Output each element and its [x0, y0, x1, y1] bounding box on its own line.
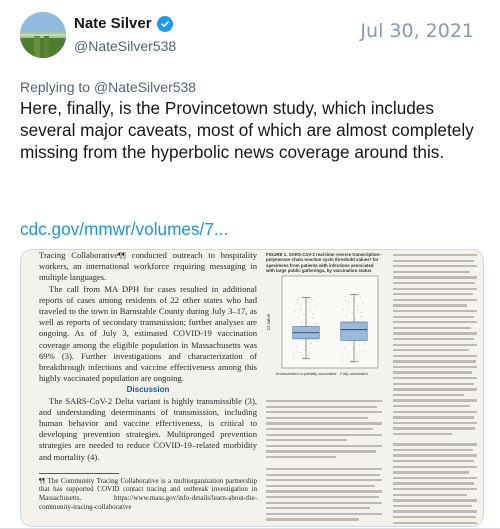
- data-point: [362, 351, 363, 352]
- avatar[interactable]: [20, 12, 66, 58]
- data-point: [312, 313, 313, 314]
- data-point: [308, 355, 309, 356]
- data-point: [351, 361, 352, 362]
- data-point: [299, 352, 300, 353]
- data-point: [360, 316, 361, 317]
- document-page: [21, 250, 483, 526]
- data-point: [342, 357, 343, 358]
- data-point: [294, 358, 295, 359]
- user-name[interactable]: Nate Silver: [74, 15, 152, 32]
- data-point: [296, 346, 297, 347]
- tweet-date: Jul 30, 2021: [360, 20, 474, 42]
- data-point: [344, 348, 345, 349]
- data-point: [312, 299, 313, 300]
- doc-heading-discussion: Discussion: [126, 385, 170, 395]
- figure-body-text: [266, 468, 382, 524]
- data-point: [294, 311, 295, 312]
- box: [341, 322, 367, 340]
- data-point: [351, 313, 352, 314]
- data-point: [294, 354, 295, 355]
- document-column-left: [39, 250, 257, 511]
- data-point: [311, 343, 312, 344]
- right-column-text-bottom: [393, 443, 477, 527]
- data-point: [300, 308, 301, 309]
- data-point: [308, 351, 309, 352]
- right-column-text-top: [393, 250, 477, 435]
- replying-to: [20, 79, 196, 95]
- data-point: [298, 316, 299, 317]
- doc-footnote: ¶¶ The Community Tracing Collaborative is a multiorganization partnership that has supported COVID contact tracing and outbreak investigation in Massachusetts. https://www.mass.gov/info-details/learn-about-the-community-tracing-collaborative: [39, 476, 257, 511]
- user-handle[interactable]: @NateSilver538: [74, 38, 177, 54]
- data-point: [316, 323, 317, 324]
- box-plot-chart: [266, 272, 382, 396]
- y-axis-label: Ct value: [266, 313, 271, 331]
- data-point: [363, 303, 364, 304]
- data-point: [297, 299, 298, 300]
- data-point: [342, 361, 343, 362]
- data-point: [307, 320, 308, 321]
- data-point: [342, 309, 343, 310]
- data-point: [364, 342, 365, 343]
- data-point: [357, 310, 358, 311]
- document-column-right: [393, 250, 477, 527]
- data-point: [355, 319, 356, 320]
- data-point: [316, 340, 317, 341]
- data-point: [297, 303, 298, 304]
- tweet-link[interactable]: cdc.gov/mmwr/volumes/7...: [20, 219, 229, 239]
- data-point: [301, 322, 302, 323]
- document-figure-column: [266, 250, 382, 376]
- avatar-image: [20, 12, 66, 58]
- data-point: [345, 300, 346, 301]
- data-point: [309, 311, 310, 312]
- figure-footnotes: [266, 400, 382, 462]
- x-tick-label: Unvaccinated or partially vaccinated: [275, 372, 337, 376]
- data-point: [346, 315, 347, 316]
- data-point: [356, 358, 357, 359]
- doc-paragraph: The SARS-CoV-2 Delta variant is highly transmissible (3), and understanding determinants of transmission, including human behavior and vaccine effectiveness, is critical to developing prevention strategies. Multipronged prevention strategies are needed to reduce COVID-19–related morbidity and mortality (4).: [39, 395, 257, 462]
- data-point: [345, 296, 346, 297]
- data-point: [359, 345, 360, 346]
- verified-badge-icon: [157, 16, 173, 32]
- tweet-media-image[interactable]: [20, 249, 484, 527]
- data-point: [314, 349, 315, 350]
- doc-paragraph: Tracing Collaborative¶¶ conducted outreach to hospitality workers, an international workforce requiring messaging in multiple languages.: [39, 250, 257, 283]
- data-point: [360, 312, 361, 313]
- data-point: [302, 340, 303, 341]
- figure-caption: FIGURE 1. SARS-CoV-2 real-time reverse transcription–polymerase chain reaction cycle threshold values* for specimens from patients with infections associated with large public gatherings, by vaccination status: [266, 252, 382, 274]
- footnote-divider: [39, 473, 119, 474]
- data-point: [347, 354, 348, 355]
- replying-to-link[interactable]: @NateSilver538: [93, 79, 197, 95]
- data-point: [300, 304, 301, 305]
- data-point: [315, 305, 316, 306]
- data-point: [348, 302, 349, 303]
- data-point: [357, 306, 358, 307]
- data-point: [360, 297, 361, 298]
- doc-paragraph: The call from MA DPH for cases resulted in additional reports of cases among residents of 22 other states who had traveled to the town in Barnstable County during July 3–17, as well as reports of secondary transmission; further analyses are ongoing. As of July 3, estimated COVID-19 vaccination coverage among the eligible population in Massachusetts was 69% (3). Further investigations and characterization of breakthrough infections and vaccine effectiveness among this highly vaccinated population are ongoing.: [39, 283, 257, 384]
- data-point: [312, 317, 313, 318]
- data-point: [350, 341, 351, 342]
- x-tick-label: Fully vaccinated: [340, 372, 368, 376]
- data-point: [356, 354, 357, 355]
- data-point: [309, 308, 310, 309]
- data-point: [303, 314, 304, 315]
- replying-prefix: Replying to: [20, 79, 94, 95]
- tweet-text: Here, finally, is the Provincetown study, which includes several major caveats, most of which are almost completely missing from the hyperbolic news coverage around this.: [20, 98, 474, 162]
- data-point: [348, 306, 349, 307]
